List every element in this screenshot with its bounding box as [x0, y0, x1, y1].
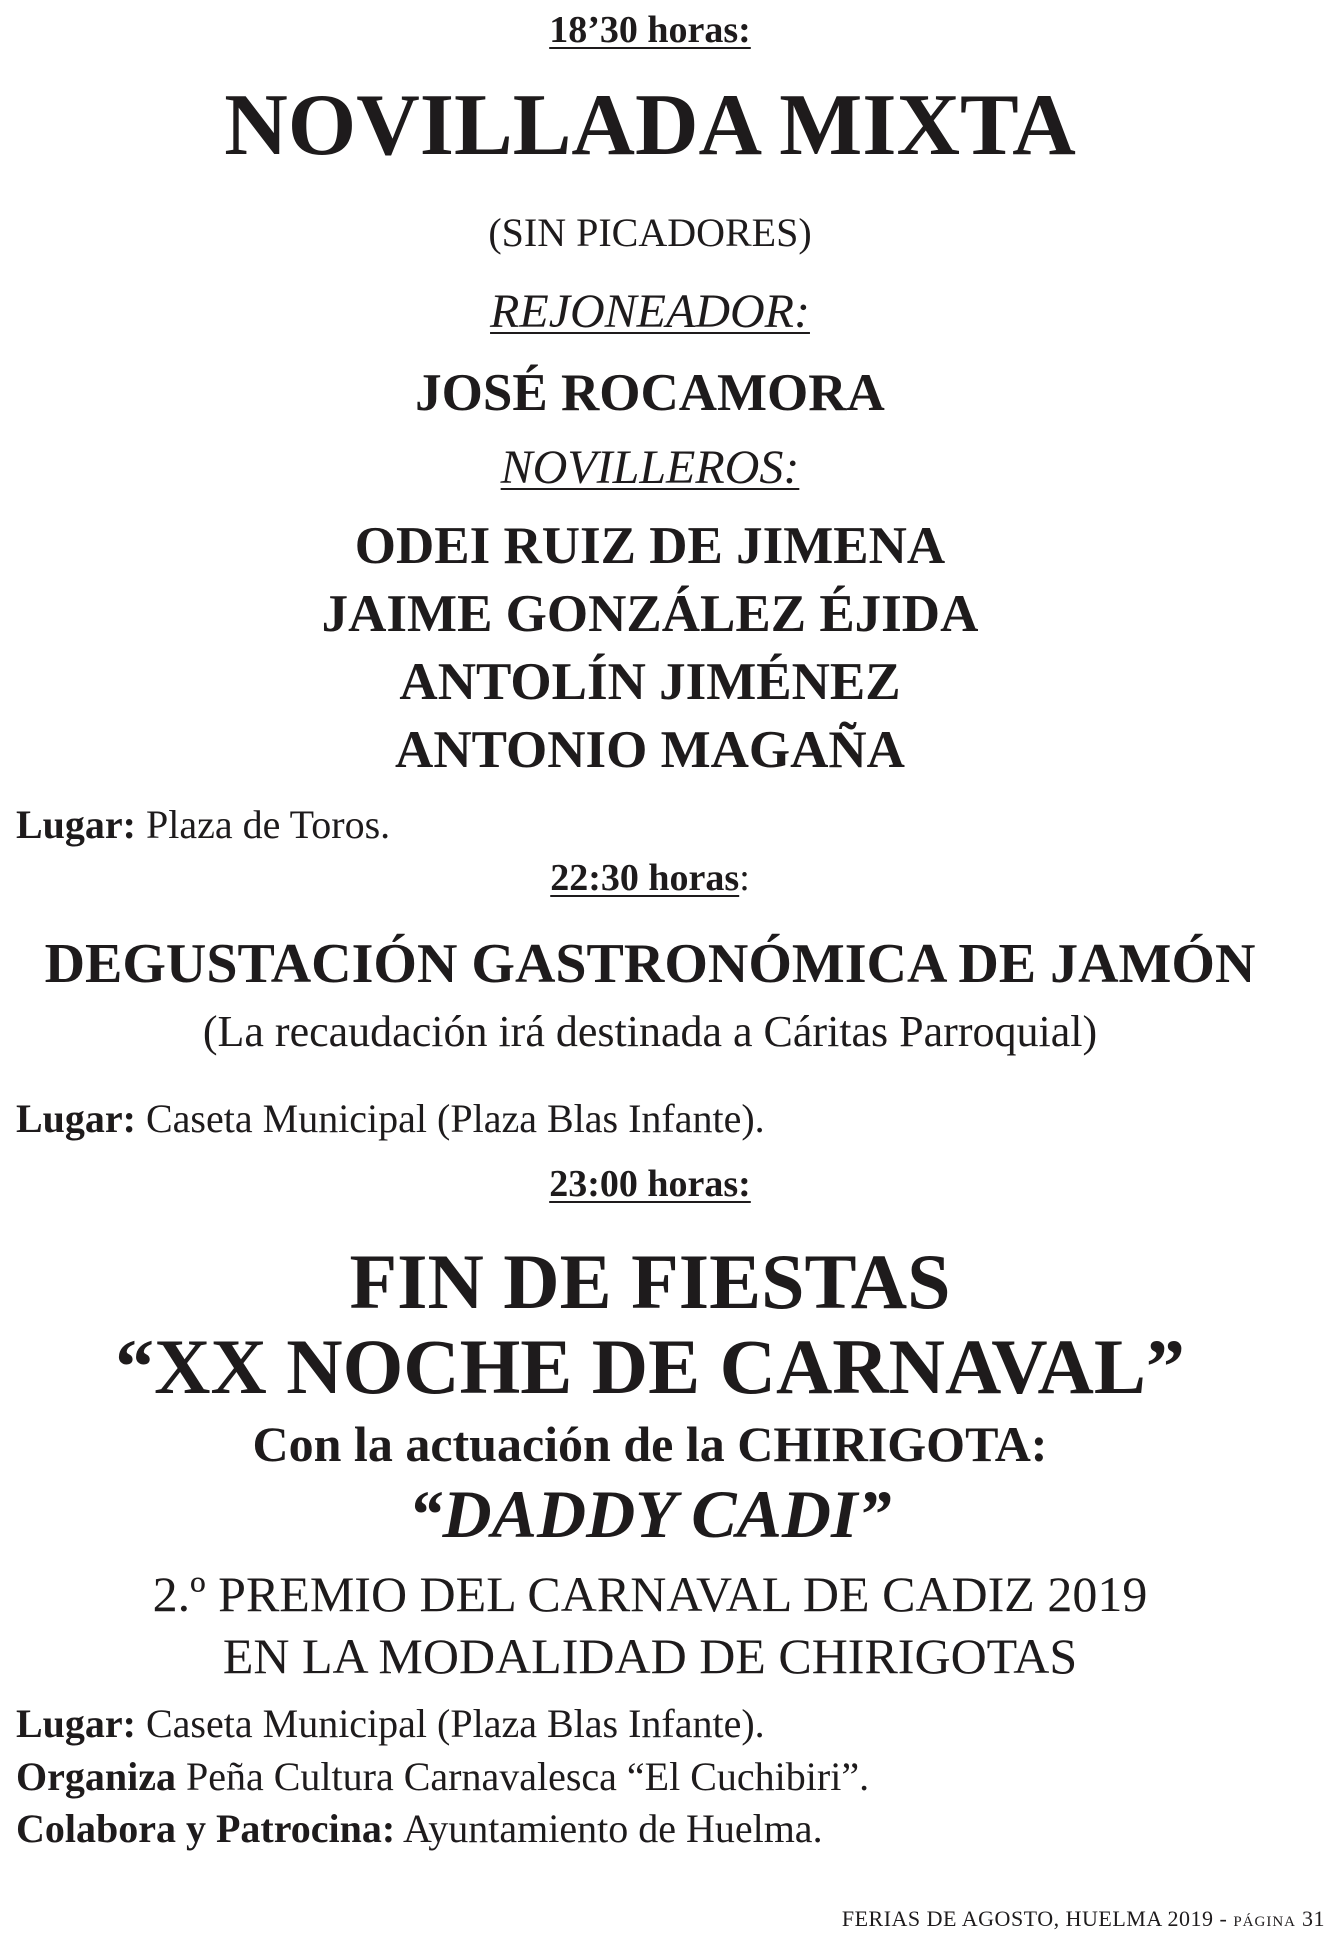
novillero-4: ANTONIO MAGAÑA	[395, 721, 905, 779]
event3-act: Con la actuación de la CHIRIGOTA:	[252, 1416, 1048, 1472]
novillero-1: ODEI RUIZ DE JIMENA	[354, 517, 946, 575]
footer-page-label: PÁGINA	[1233, 1914, 1296, 1930]
lugar-label: Lugar:	[16, 1701, 136, 1746]
event3-lugar	[16, 1701, 765, 1747]
event2-time-suffix: :	[739, 857, 750, 899]
event3-time: 23:00 horas:	[549, 1163, 751, 1205]
event3-group: “DADDY CADI”	[408, 1476, 892, 1552]
event2-note: (La recaudación irá destinada a Cáritas Parroquial)	[202, 1007, 1098, 1056]
event2-title: DEGUSTACIÓN GASTRONÓMICA DE JAMÓN	[44, 933, 1256, 995]
organiza-value: Peña Cultura Carnavalesca “El Cuchibiri”.	[175, 1754, 870, 1799]
rejoneador-label: REJONEADOR:	[490, 285, 810, 338]
event3-prize2: EN LA MODALIDAD DE CHIRIGOTAS	[222, 1628, 1078, 1684]
colabora-value: Ayuntamiento de Huelma.	[395, 1806, 823, 1851]
event3-organiza	[16, 1754, 869, 1800]
event3-title2: “XX NOCHE DE CARNAVAL”	[115, 1323, 1185, 1410]
organiza-label: Organiza	[16, 1754, 176, 1799]
event1-time: 18’30 horas:	[549, 9, 751, 51]
lugar-label: Lugar:	[16, 1096, 136, 1141]
event3-prize1: 2.º PREMIO DEL CARNAVAL DE CADIZ 2019	[152, 1566, 1148, 1622]
lugar-value: Caseta Municipal (Plaza Blas Infante).	[136, 1096, 765, 1141]
event1-subtitle: (SIN PICADORES)	[488, 210, 812, 255]
event2-time-line	[0, 856, 1300, 900]
event1-title: NOVILLADA MIXTA	[224, 77, 1076, 174]
event3-colabora	[16, 1806, 823, 1852]
novillero-2: JAIME GONZÁLEZ ÉJIDA	[321, 585, 979, 643]
page-footer	[842, 1906, 1325, 1932]
colabora-label: Colabora y Patrocina:	[16, 1806, 396, 1851]
novilleros-label: NOVILLEROS:	[500, 441, 800, 494]
event2-time: 22:30 horas	[550, 857, 740, 899]
novillero-3: ANTOLÍN JIMÉNEZ	[399, 653, 901, 711]
lugar-label: Lugar:	[16, 802, 136, 847]
lugar-value: Caseta Municipal (Plaza Blas Infante).	[136, 1701, 765, 1746]
lugar-value: Plaza de Toros.	[136, 802, 391, 847]
footer-text: FERIAS DE AGOSTO, HUELMA 2019 -	[841, 1906, 1234, 1931]
event3-title: FIN DE FIESTAS	[349, 1238, 951, 1325]
event1-lugar	[16, 802, 390, 848]
event2-lugar	[16, 1096, 765, 1142]
footer-page-number: 31	[1296, 1906, 1325, 1931]
rejoneador-name: JOSÉ ROCAMORA	[415, 364, 885, 422]
